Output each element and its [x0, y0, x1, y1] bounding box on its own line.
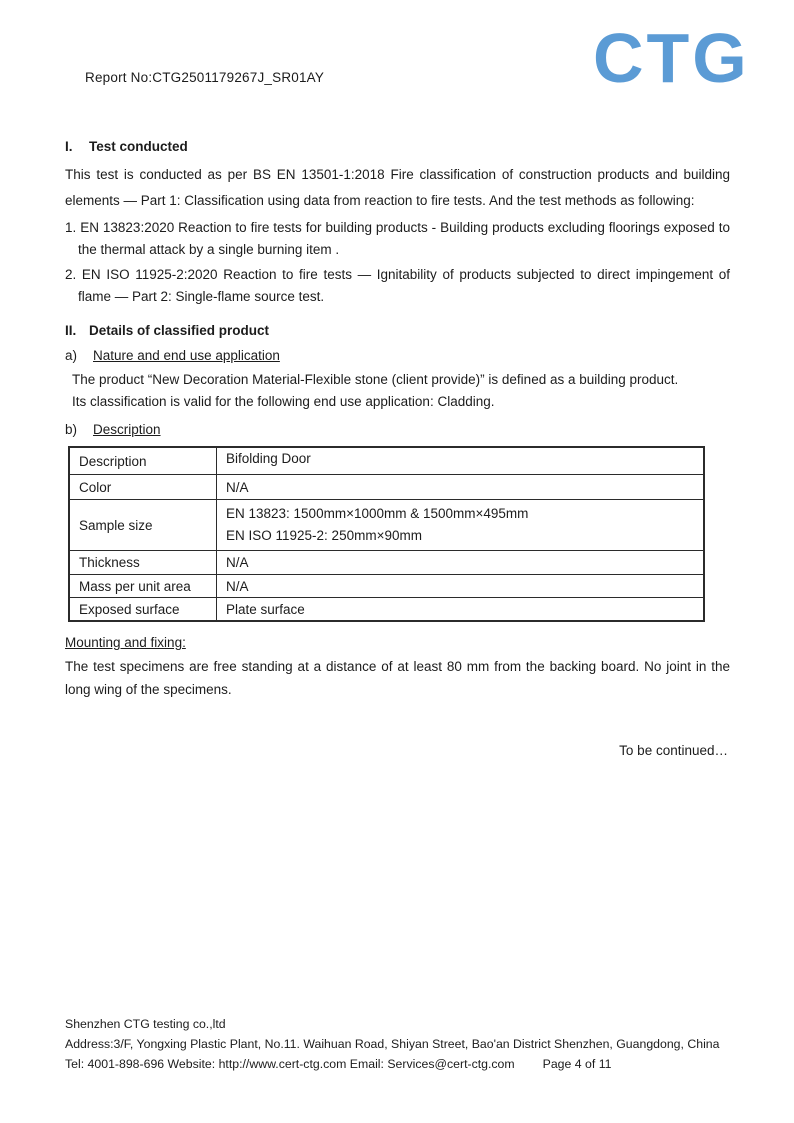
row-mass-label: Mass per unit area: [69, 575, 217, 598]
row-exposed-surface-value: Plate surface: [217, 598, 705, 622]
row-color-label: Color: [69, 475, 217, 500]
section1-title: Test conducted: [89, 139, 188, 154]
subsection-a-heading: [65, 348, 730, 363]
row-description-value: Bifolding Door: [217, 447, 705, 475]
table-row: [69, 475, 704, 500]
row-description-label: Description: [69, 447, 217, 475]
to-be-continued-label: To be continued…: [619, 743, 728, 758]
test-method-item-1: 1. EN 13823:2020 Reaction to fire tests for building products - Building products excluding floorings exposed to the thermal attack by a single burning item .: [65, 220, 730, 257]
mounting-heading: [65, 635, 730, 650]
table-row: [69, 447, 704, 475]
section1-heading: [65, 139, 730, 154]
footer-page-number: Page 4 of 11: [542, 1057, 612, 1071]
report-body: [65, 139, 730, 758]
subsection-a-number: a): [65, 348, 78, 363]
section2-heading: [65, 323, 730, 338]
report-number: Report No:CTG2501179267J_SR01AY: [85, 70, 325, 85]
footer-contact-line: [65, 1054, 745, 1074]
row-color-value: N/A: [217, 475, 705, 500]
mounting-text: The test specimens are free standing at a distance of at least 80 mm from the backing board. No joint in the long wing of the specimens.: [65, 659, 730, 697]
table-row: [69, 598, 704, 622]
section2-number: II.: [65, 323, 77, 338]
page-footer: [65, 1014, 745, 1074]
sample-size-line-2: EN ISO 11925-2: 250mm×90mm: [226, 528, 422, 543]
test-method-item-2: 2. EN ISO 11925-2:2020 Reaction to fire tests — Ignitability of products subjected to direct impingement of flame — Part 2: Single-flame source test.: [65, 267, 730, 304]
product-definition-line1: The product “New Decoration Material-Flexible stone (client provide)” is defined as a building product.: [72, 372, 679, 387]
footer-contact: Tel: 4001-898-696 Website: http://www.cert-ctg.com Email: Services@cert-ctg.com: [65, 1057, 515, 1071]
section1-number: I.: [65, 139, 73, 154]
subsection-b-label: Description: [93, 422, 161, 437]
row-sample-size-value: [217, 500, 705, 551]
product-definition-line2: Its classification is valid for the following end use application: Cladding.: [72, 393, 495, 409]
row-thickness-value: N/A: [217, 551, 705, 575]
footer-address: Address:3/F, Yongxing Plastic Plant, No.11. Waihuan Road, Shiyan Street, Bao'an District Shenzhen, Guangdong, China: [65, 1037, 720, 1051]
ctg-logo: CTG: [593, 19, 750, 97]
section2-title: Details of classified product: [89, 323, 270, 338]
mounting-heading-label: Mounting and fixing:: [65, 635, 186, 650]
subsection-b-number: b): [65, 422, 78, 437]
section1-intro: This test is conducted as per BS EN 13501-1:2018 Fire classification of construction products and building elements ― Part 1: Classification using data from reaction to fire tests. And the test methods as following:: [65, 167, 730, 208]
row-exposed-surface-label: Exposed surface: [69, 598, 217, 622]
subsection-b-heading: [65, 422, 730, 437]
row-thickness-label: Thickness: [69, 551, 217, 575]
subsection-a-label: Nature and end use application: [93, 348, 280, 363]
table-row: [69, 551, 704, 575]
table-row: [69, 500, 704, 551]
description-table: [68, 446, 705, 622]
row-sample-size-label: Sample size: [69, 500, 217, 551]
table-row: [69, 575, 704, 598]
footer-company: Shenzhen CTG testing co.,ltd: [65, 1017, 226, 1031]
sample-size-line-1: EN 13823: 1500mm×1000mm & 1500mm×495mm: [226, 506, 529, 521]
row-mass-value: N/A: [217, 575, 705, 598]
